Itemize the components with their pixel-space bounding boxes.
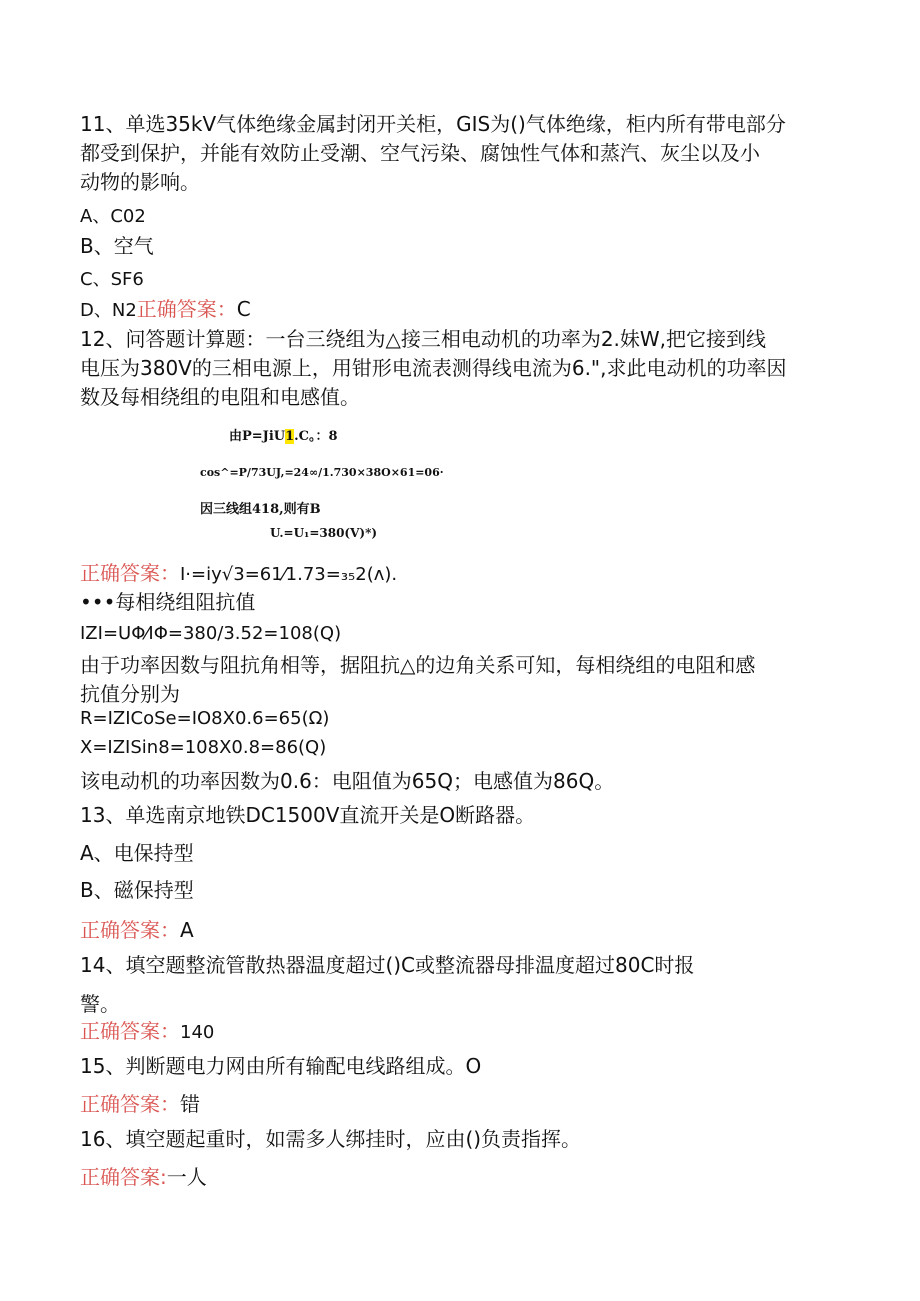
scan-formula-2: cos^=P/73UJ,=24∞/1.730×38O×61=06·: [200, 466, 444, 479]
scan-formula-1: [229, 425, 338, 444]
scan-formula-1-post: .C。：8: [294, 429, 338, 444]
q12-impedance-formula: IZI=UΦ⁄IΦ=380/3.52=108(Q): [80, 623, 342, 644]
q15-answer-value: 错: [180, 1092, 200, 1116]
q13-option-b: B、磁保持型: [80, 878, 194, 902]
q11-text-line1: 11、单选35kV气体绝缘金属封闭开关柜，GIS为()气体绝缘，柜内所有带电部分: [80, 112, 786, 136]
q13-answer-row: [80, 917, 194, 943]
q16-answer-label: 正确答案:: [80, 1165, 167, 1189]
q11-option-d: D、N2: [80, 300, 137, 321]
q11-option-c: C、SF6: [80, 269, 144, 290]
q12-explain-line1: 由于功率因数与阻抗角相等，据阻抗△的边角关系可知，每相绕组的电阻和感: [80, 653, 756, 677]
scan-formula-3: 因三线组418,则有B: [200, 502, 321, 517]
q15-answer-row: [80, 1091, 200, 1117]
q14-answer-label: 正确答案：: [80, 1019, 180, 1043]
q13-text-line1: 13、单选南京地铁DC1500V直流开关是O断路器。: [80, 803, 536, 827]
q16-answer-row: [80, 1164, 207, 1190]
q12-answer-label: 正确答案：: [80, 561, 180, 585]
q12-impedance-heading: •••每相绕组阻抗值: [80, 590, 256, 614]
q11-text-line2: 都受到保护，并能有效防止受潮、空气污染、腐蚀性气体和蒸汽、灰尘以及小: [80, 141, 760, 165]
scan-formula-1-highlight: 1: [285, 429, 295, 444]
q13-answer-value: A: [180, 918, 194, 942]
q12-text-line2: 电压为380V的三相电源上，用钳形电流表测得线电流为6.",求此电动机的功率因: [80, 356, 787, 380]
q14-text-line1: 14、填空题整流管散热器温度超过()C或整流器母排温度超过80C时报: [80, 953, 695, 977]
q11-option-a: A、C02: [80, 206, 146, 227]
scan-formula-4: U.=U₁=380(V)*): [270, 526, 378, 540]
q16-answer-value: 一人: [166, 1165, 207, 1189]
q12-resistance-formula: R=IZICoSe=IO8X0.6=65(Ω): [80, 708, 330, 729]
q12-conclusion: 该电动机的功率因数为0.6：电阻值为65Q；电感值为86Q。: [80, 769, 615, 793]
q13-answer-label: 正确答案：: [80, 918, 180, 942]
q11-answer-label: 正确答案：: [136, 297, 237, 321]
q15-text-line1: 15、判断题电力网由所有输配电线路组成。O: [80, 1054, 482, 1078]
q12-explain-line2: 抗值分别为: [80, 682, 180, 706]
q14-answer-row: [80, 1018, 214, 1046]
q12-text-line1: 12、问答题计算题：一台三绕组为△接三相电动机的功率为2.妹W,把它接到线: [80, 327, 767, 351]
q13-option-a: A、电保持型: [80, 841, 194, 865]
q12-answer-row: [80, 560, 397, 588]
q14-answer-value: 140: [180, 1022, 215, 1043]
q11-option-b: B、空气: [80, 234, 154, 258]
q11-text-line3: 动物的影响。: [80, 170, 200, 194]
q11-option-d-row: [80, 296, 251, 324]
q11-answer-value: C: [236, 297, 251, 321]
q14-text-line2: 警。: [80, 992, 120, 1016]
q12-text-line3: 数及每相绕组的电阻和电感值。: [80, 385, 360, 409]
q12-answer-value: I·=iy√3=61⁄1.73=₃₅2(ᴧ).: [180, 564, 398, 585]
q16-text-line1: 16、填空题起重时，如需多人绑挂时，应由()负责指挥。: [80, 1127, 582, 1151]
q15-answer-label: 正确答案：: [80, 1092, 180, 1116]
scan-formula-1-pre: 由P=JiU: [229, 429, 286, 444]
q12-reactance-formula: X=IZISin8=108X0.8=86(Q): [80, 737, 327, 758]
